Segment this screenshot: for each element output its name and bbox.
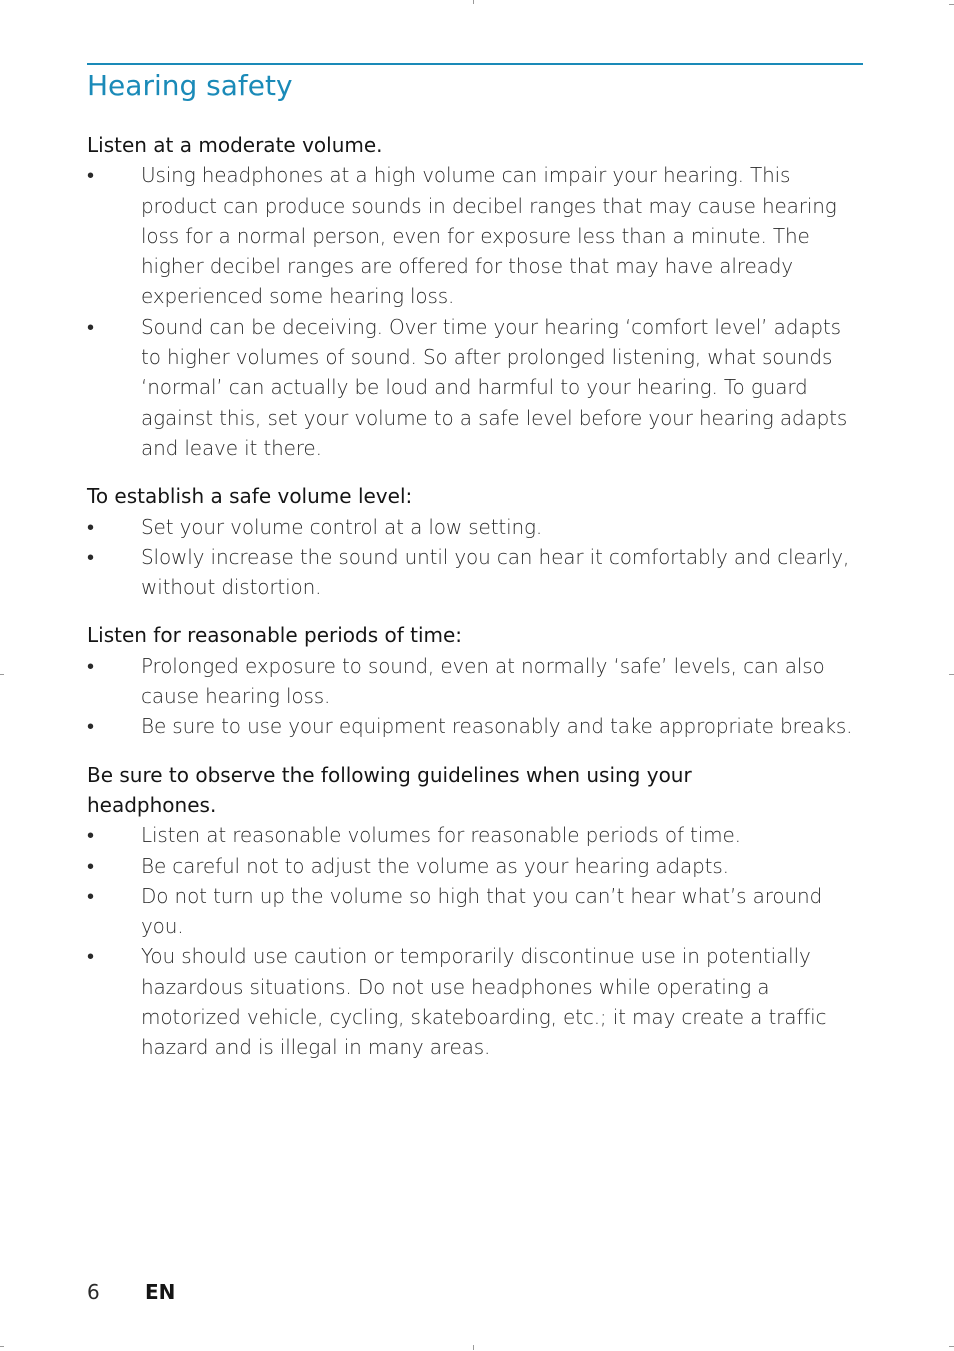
list-item-text: Set your volume control at a low setting. [141, 514, 543, 539]
bullet-icon: • [87, 544, 94, 569]
crop-mark-bottom-right [949, 1346, 954, 1347]
bullet-list [87, 160, 863, 463]
page-title: Hearing safety [87, 69, 293, 102]
crop-mark-bottom-left [0, 1346, 4, 1347]
section-headphone-guidelines [87, 760, 863, 1063]
list-item-text: Slowly increase the sound until you can hear it comfortably and clearly, without distortion. [141, 544, 850, 600]
section-heading: Listen at a moderate volume. [87, 133, 383, 157]
bullet-list [87, 651, 863, 742]
list-item-text: Sound can be deceiving. Over time your hearing ‘comfort level’ adapts to higher volumes of sound. So after prolonged listening, what sounds ‘normal’ can actually be loud and harmful to your hearing. To guard against this, set your volume to a safe level before your hearing adapts and leave it there. [141, 314, 848, 460]
bullet-icon: • [87, 883, 94, 908]
crop-mark-top-right [949, 4, 954, 5]
bullet-icon: • [87, 853, 94, 878]
list-item [87, 651, 863, 712]
list-item [87, 542, 863, 603]
page-number: 6 [87, 1280, 100, 1304]
bullet-list [87, 512, 863, 603]
crop-mark-bottom-center [473, 1345, 474, 1350]
bullet-icon: • [87, 714, 94, 739]
title-rule [87, 63, 863, 65]
section-moderate-volume [87, 130, 863, 463]
list-item-text: Do not turn up the volume so high that you can’t hear what’s around you. [141, 883, 823, 939]
page-footer [87, 1278, 175, 1306]
crop-mark-right-middle [949, 674, 954, 675]
bullet-icon: • [87, 163, 94, 188]
list-item-text: Be sure to use your equipment reasonably and take appropriate breaks. [141, 714, 853, 739]
bullet-icon: • [87, 314, 94, 339]
section-heading: Be sure to observe the following guidelines when using your headphones. [87, 762, 692, 817]
list-item [87, 820, 863, 850]
list-item-text: Prolonged exposure to sound, even at normally ‘safe’ levels, can also cause hearing loss. [141, 653, 825, 709]
list-item-text: You should use caution or temporarily discontinue use in potentially hazardous situations. Do not use headphones while operating a motorized vehicle, cycling, skateboarding, etc.; it may create a traffic hazard and is illegal in many areas. [141, 944, 827, 1060]
list-item [87, 312, 863, 463]
bullet-icon: • [87, 944, 94, 969]
language-code: EN [145, 1280, 176, 1304]
section-safe-volume-level [87, 481, 863, 602]
list-item-text: Be careful not to adjust the volume as your hearing adapts. [141, 853, 729, 878]
bullet-icon: • [87, 514, 94, 539]
list-item-text: Listen at reasonable volumes for reasonable periods of time. [141, 823, 741, 848]
section-reasonable-periods [87, 620, 863, 741]
page-content [87, 130, 863, 1081]
list-item [87, 512, 863, 542]
bullet-icon: • [87, 653, 94, 678]
list-item-text: Using headphones at a high volume can impair your hearing. This product can produce sounds in decibel ranges that may cause hearing loss for a normal person, even for exposure less than a minute. The higher decibel ranges are offered for those that may have already experienced some hearing loss. [141, 163, 837, 309]
section-heading: To establish a safe volume level: [87, 484, 413, 509]
list-item [87, 711, 863, 741]
crop-mark-left-middle [0, 674, 4, 675]
bullet-icon: • [87, 823, 94, 848]
list-item [87, 851, 863, 881]
section-heading: Listen for reasonable periods of time: [87, 623, 463, 648]
crop-mark-top-center [473, 0, 474, 4]
bullet-list [87, 820, 863, 1062]
list-item [87, 941, 863, 1062]
list-item [87, 160, 863, 311]
list-item [87, 881, 863, 942]
